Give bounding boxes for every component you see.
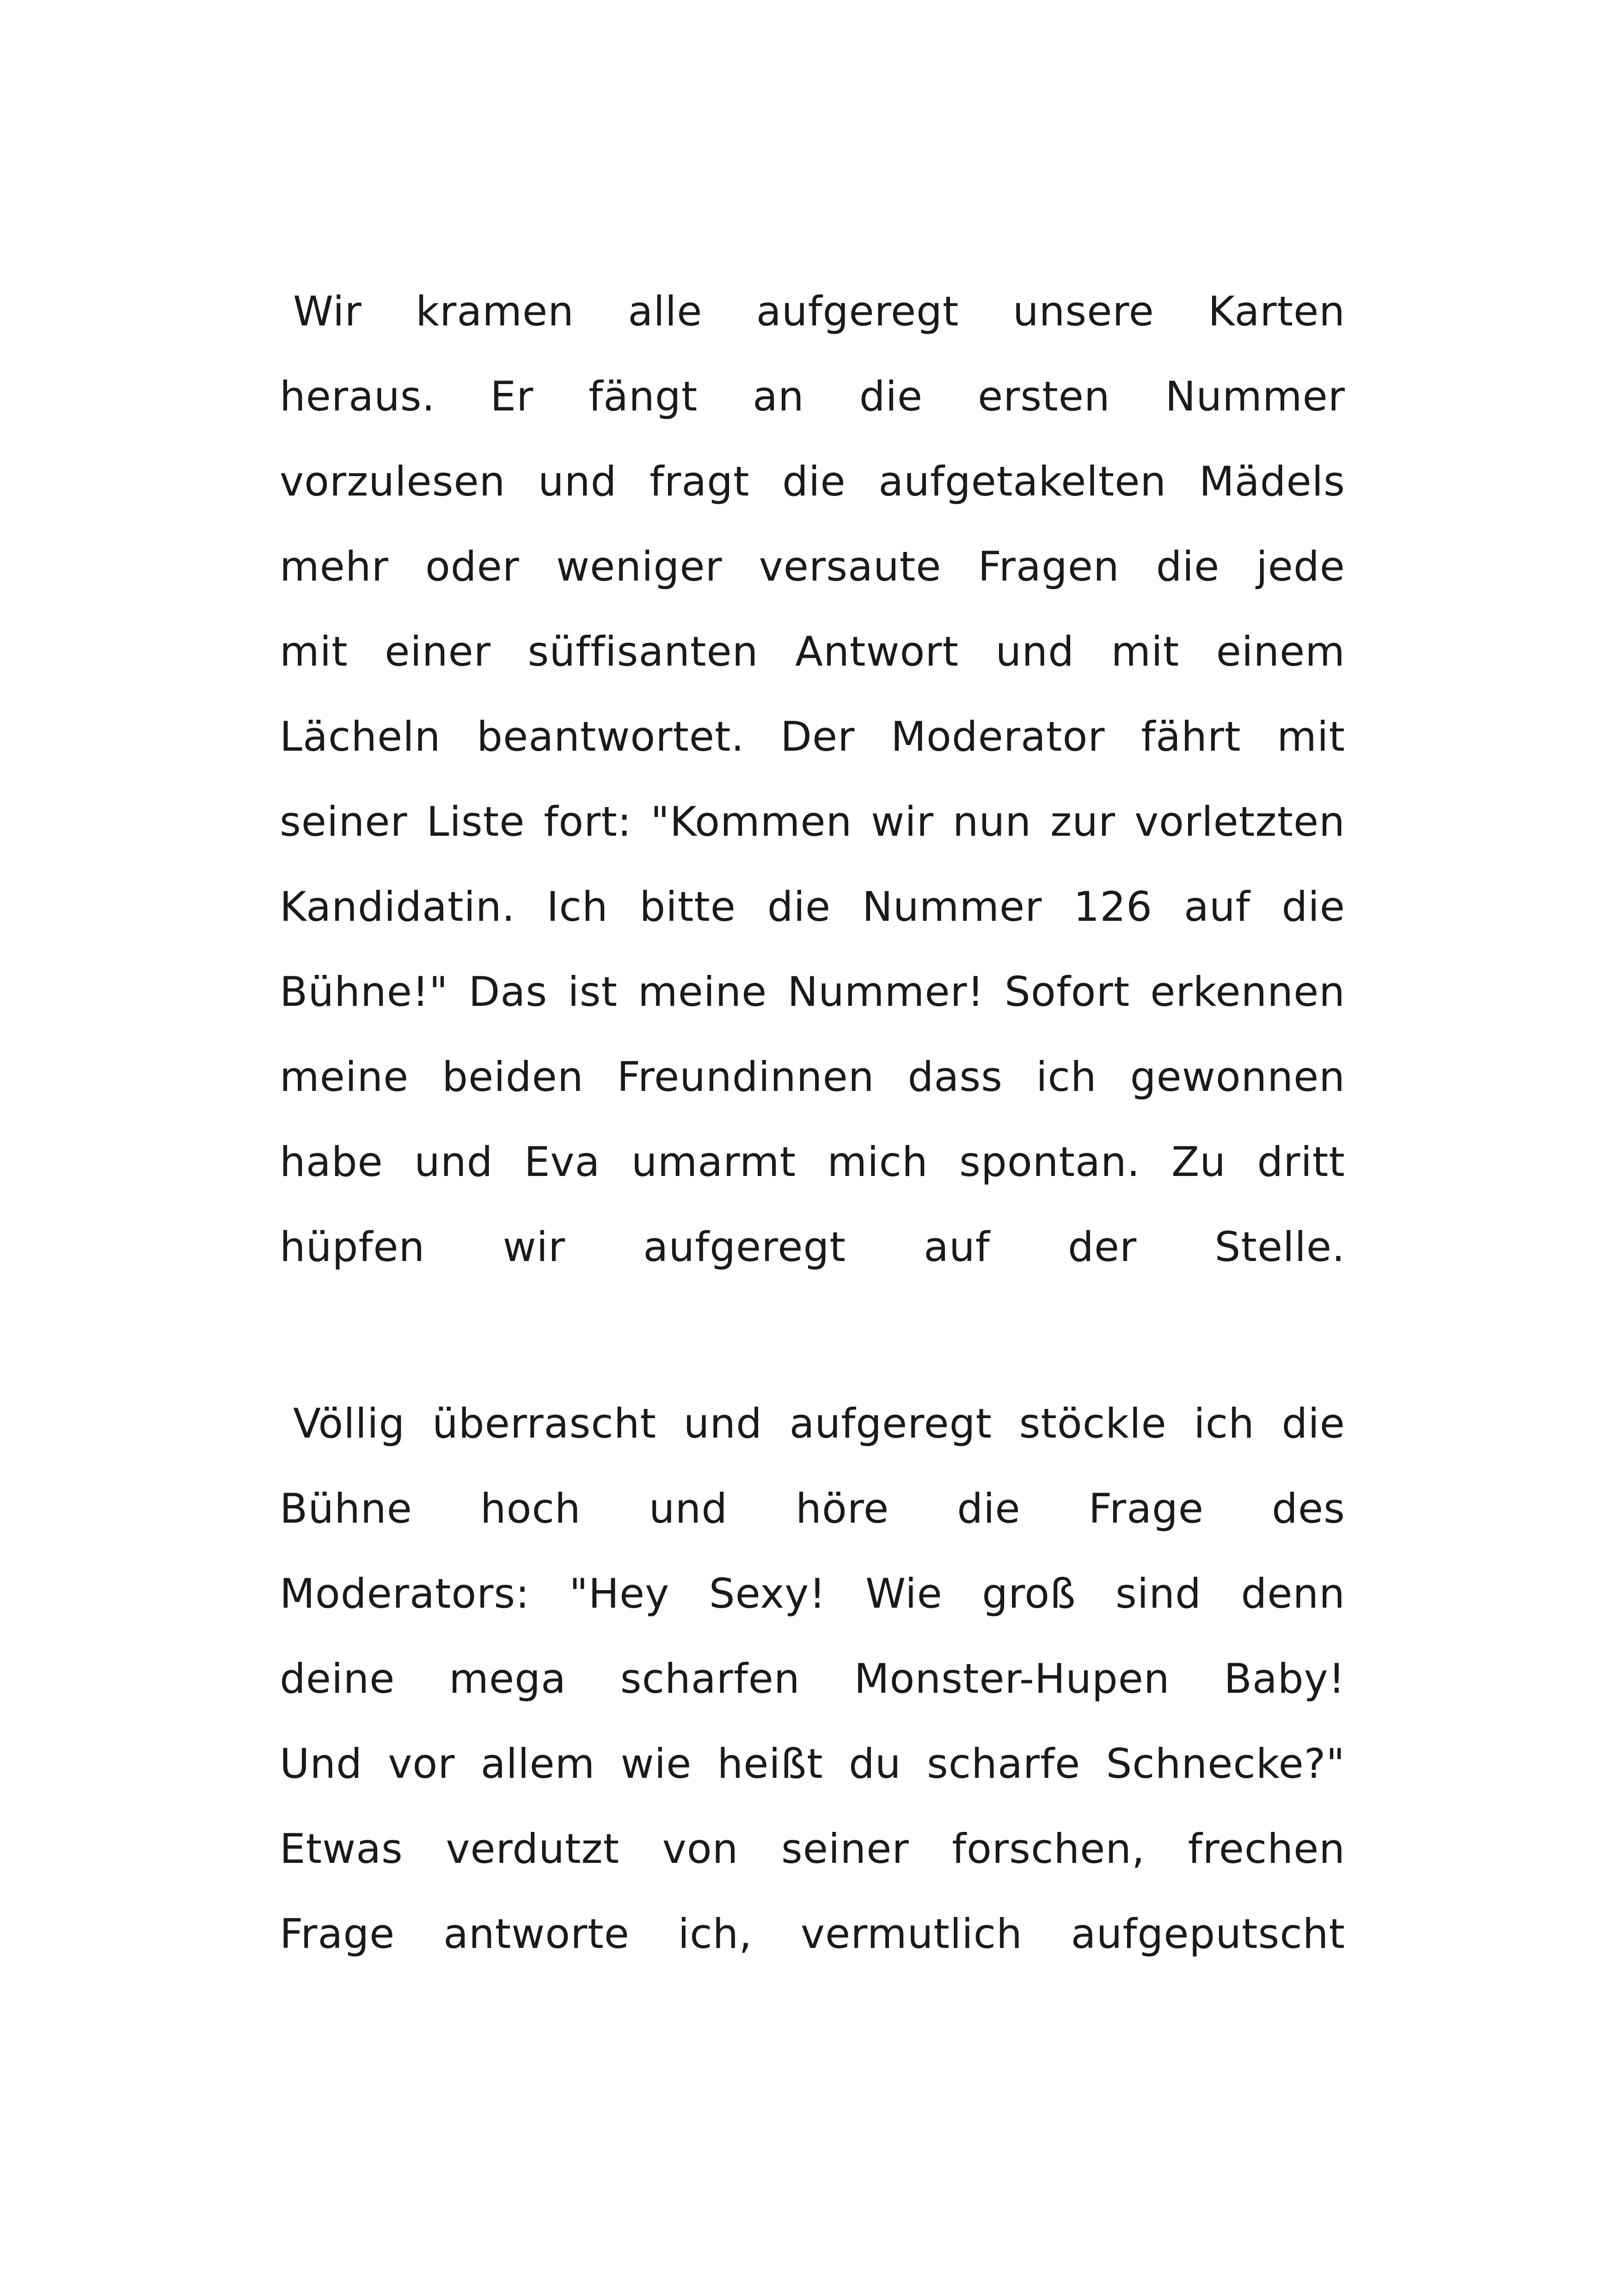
text-line: mit einer süffisanten Antwort und mit einem [280,628,1345,675]
text-line: Etwas verdutzt von seiner forschen, frechen [280,1825,1345,1873]
text-line: Und vor allem wie heißt du scharfe Schnecke?" [280,1740,1345,1788]
text-line: Völlig überrascht und aufgeregt stöckle ich die [280,1400,1345,1447]
text-line: mehr oder weniger versaute Fragen die jede [280,543,1345,590]
text-line: deine mega scharfen Monster-Hupen Baby! [280,1655,1345,1702]
text-line: Frage antworte ich, vermutlich aufgeputscht [280,1910,1345,1958]
text-line: vorzulesen und fragt die aufgetakelten Mädels [280,458,1345,505]
paragraph-1 [280,284,1345,1304]
text-line: habe und Eva umarmt mich spontan. Zu dritt [280,1138,1345,1186]
text-line: Kandidatin. Ich bitte die Nummer 126 auf die [280,883,1345,931]
text-line: Moderators: "Hey Sexy! Wie groß sind denn [280,1570,1345,1617]
text-line: meine beiden Freundinnen dass ich gewonnen [280,1053,1345,1101]
text-line: Wir kramen alle aufgeregt unsere Karten [280,288,1345,335]
paragraph-2 [280,1396,1345,1991]
text-line: Bühne hoch und höre die Frage des [280,1485,1345,1532]
text-line: seiner Liste fort: "Kommen wir nun zur vorletzten [280,798,1345,845]
text-line: Lächeln beantwortet. Der Moderator fährt mit [280,713,1345,760]
text-line: Bühne!" Das ist meine Nummer! Sofort erkennen [280,968,1345,1016]
text-line: heraus. Er fängt an die ersten Nummer [280,373,1345,420]
text-line: hüpfen wir aufgeregt auf der Stelle. [280,1223,1345,1271]
